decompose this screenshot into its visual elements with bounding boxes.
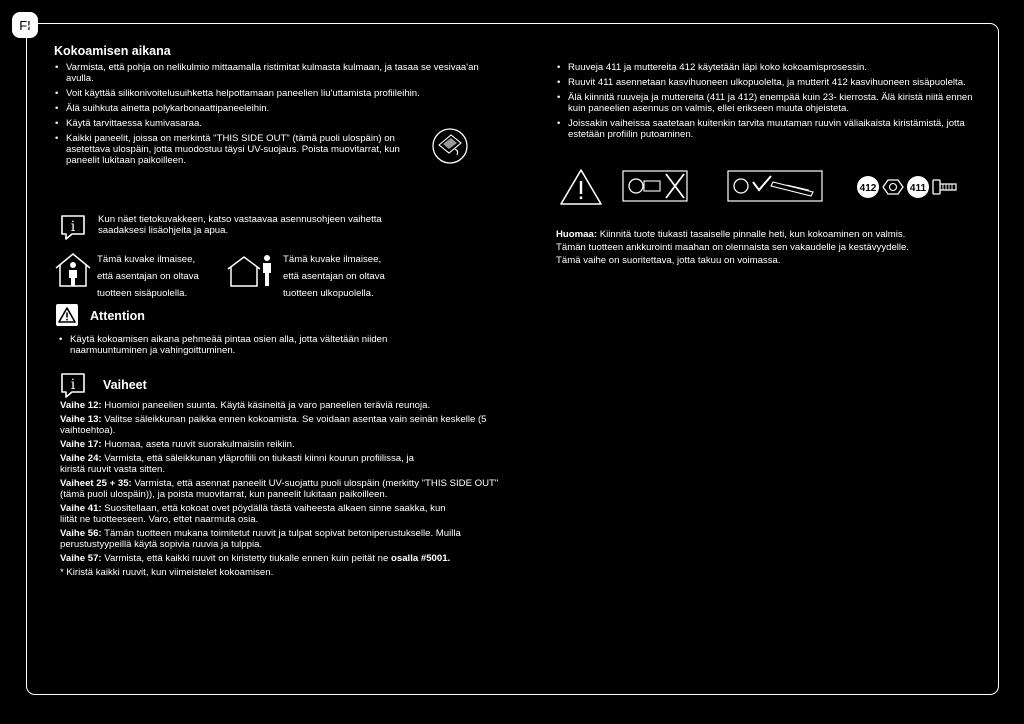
outside-caption — [283, 251, 385, 302]
note-line: Tämän tuotteen ankkurointi maahan on olennaista sen vakaudelle ja kestävyydelle. — [556, 242, 910, 253]
step-text: Tämän tuotteen mukana toimitetut ruuvit ja tulpat sopivat betoniperustukselle. Muilla perustustyypeillä käytä sopivia ruuvia ja tulppia. — [60, 528, 461, 550]
step-label: Vaihe 12: — [60, 400, 102, 411]
steps-heading: Vaiheet — [103, 378, 147, 392]
note-line: Tämä vaihe on suoritettava, jotta takuu on voimassa. — [556, 255, 781, 266]
step-label: Vaihe 41: — [60, 503, 102, 514]
step-part-ref: osalla #5001. — [391, 553, 451, 564]
screw-bullets — [556, 62, 986, 140]
list-item: • Käytä kokoamisen aikana pehmeää pintaa osien alla, jotta vältetään niiden naarmuuntuminen ja vahingoittuminen. — [58, 334, 418, 356]
inside-line: että asentajan on oltava — [97, 271, 199, 282]
step-text: Varmista, että kaikki ruuvit on kiristetty tiukalle ennen kuin peität ne — [104, 553, 391, 564]
step-label: Vaihe 24: — [60, 453, 102, 464]
steps-footnote: * Kiristä kaikki ruuvit, kun viimeistelet kokoamisen. — [60, 567, 274, 578]
step-item — [60, 400, 500, 411]
step-item — [60, 453, 440, 475]
inside-line: Tämä kuvake ilmaisee, — [97, 254, 196, 265]
panel-orientation-icon — [431, 123, 469, 169]
assembly-heading: Kokoamisen aikana — [54, 44, 171, 58]
list-item: • Joissakin vaiheissa saatetaan kuitenkin tarvita muutaman ruuvin väliaikaista kiristämistä, jotta estetään profiilin putoaminen. — [556, 118, 986, 140]
list-item: • Käytä tarvittaessa kumivasaraa. — [54, 118, 504, 129]
inside-caption — [97, 251, 199, 302]
step-label: Vaiheet 25 + 35: — [60, 478, 132, 489]
step-text: Huomaa, aseta ruuvit suorakulmaisiin reikiin. — [104, 439, 295, 450]
step-item — [60, 528, 500, 550]
step-text: Valitse säleikkunan paikka ennen kokoamista. Se voidaan asentaa vain seinän keskelle (5 vaihtoehtoa). — [60, 414, 487, 436]
step-item — [60, 553, 500, 564]
step-text: Huomioi paneelien suunta. Käytä käsineitä ja varo paneelien teräviä reunoja. — [104, 400, 431, 411]
step-label: Vaihe 17: — [60, 439, 102, 450]
list-item: • Varmista, että pohja on nelikulmio mittaamalla ristimitat kulmasta kulmaan, ja tasaa se vesivaa'an avulla. — [54, 62, 504, 84]
list-item: • Ruuvit 411 asennetaan kasvihuoneen ulkopuolelta, ja mutterit 412 kasvihuoneen sisäpuolelta. — [556, 77, 986, 88]
step-text: Varmista, että säleikkunan yläprofiili on tiukasti kiinni kourun profiilissa, ja kiristä ruuvit vasta sitten. — [60, 453, 414, 475]
list-item: • Älä kiinnitä ruuveja ja muttereita (411 ja 412) enempää kuin 23- kierrosta. Älä kiristä niitä ennen kuin paneelien asennus on valmis, ellei erikseen muuta ohjeisteta. — [556, 92, 986, 114]
note-block — [556, 228, 986, 267]
step-item — [60, 414, 500, 436]
no-overtighten-icon — [622, 170, 688, 202]
outside-line: että asentajan on oltava — [283, 271, 385, 282]
inside-house-icon — [53, 250, 93, 288]
right-column — [556, 62, 986, 144]
warning-icon — [56, 304, 78, 326]
step-item — [60, 503, 455, 525]
list-item: • Voit käyttää silikonivoitelusuihketta helpottamaan paneelien liu'uttamista profiileihin. — [54, 88, 504, 99]
step-label: Vaihe 13: — [60, 414, 102, 425]
note-text: Kiinnitä tuote tiukasti tasaiselle pinnalle heti, kun kokoaminen on valmis. — [599, 229, 906, 240]
inside-line: tuotteen sisäpuolella. — [97, 288, 188, 299]
list-item: • Ruuveja 411 ja muttereita 412 käytetään läpi koko kokoamisprosessin. — [556, 62, 986, 73]
info-icon — [58, 212, 88, 242]
steps-list — [60, 400, 500, 578]
info-note: Kun näet tietokuvakkeen, katso vastaavaa asennusohjeen vaihetta saadaksesi lisäohjeita ja apua. — [98, 214, 382, 236]
screwdriver-icon — [727, 170, 823, 202]
svg-text:i: i — [70, 377, 76, 393]
step-text: Varmista, että asennat paneelit UV-suojattu puoli ulospäin (merkitty "THIS SIDE OUT" (tämä puoli ulospäin)), ja poista muovitarrat, kun paneelit lukitaan paikoilleen. — [60, 478, 499, 500]
bolt-411-icon — [906, 174, 960, 200]
info-icon — [58, 370, 88, 400]
caution-triangle-icon — [559, 168, 603, 206]
outside-house-icon — [226, 251, 276, 289]
outside-line: tuotteen ulkopuolella. — [283, 288, 374, 299]
part-number-411: 411 — [909, 183, 927, 194]
part-number-412: 412 — [859, 183, 877, 194]
step-text: Suositellaan, että kokoat ovet pöydällä tästä vaiheesta alkaen sinne saakka, kun liität ne tuotteeseen. Varo, ettet naarmuta osia. — [60, 503, 446, 525]
attention-heading: Attention — [90, 309, 145, 323]
attention-bullets — [58, 334, 418, 360]
step-label: Vaihe 57: — [60, 553, 102, 564]
step-label: Vaihe 56: — [60, 528, 102, 539]
step-item — [60, 439, 500, 450]
list-item: • Kaikki paneelit, joissa on merkintä "THIS SIDE OUT" (tämä puoli ulospäin) on asetettava ulospäin, jotta muodostuu täysi UV-suojaus. Poista muovitarrat, kun paneelit lukitaan paikoilleen. — [54, 133, 411, 166]
language-tab: FI — [12, 12, 38, 38]
outside-line: Tämä kuvake ilmaisee, — [283, 254, 382, 265]
list-item: • Älä suihkuta ainetta polykarbonaattipaneeleihin. — [54, 103, 504, 114]
note-label: Huomaa: — [556, 229, 598, 240]
svg-text:i: i — [70, 219, 76, 235]
note-line — [556, 228, 986, 241]
nut-412-icon — [856, 174, 906, 200]
step-item — [60, 478, 500, 500]
